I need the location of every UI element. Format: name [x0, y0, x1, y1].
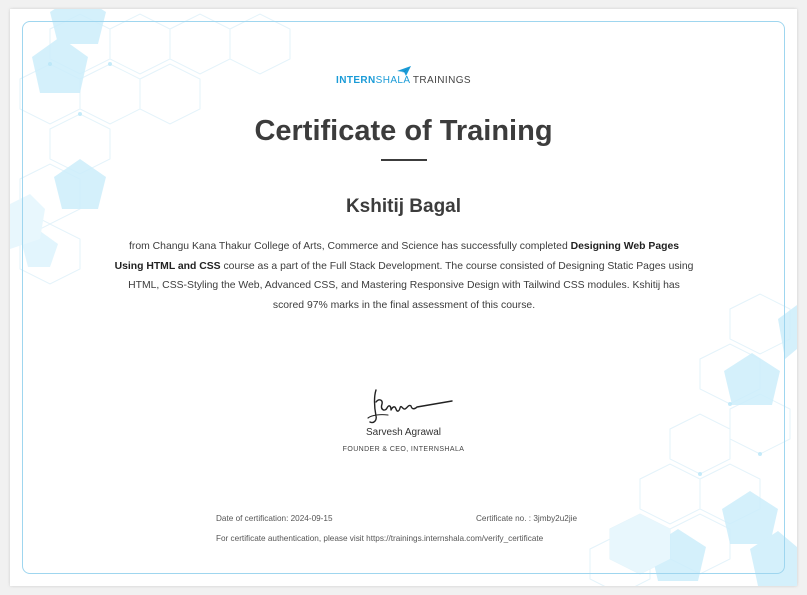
signature-icon	[360, 382, 455, 430]
description-prefix: from Changu Kana Thakur College of Arts, Commerce and Science has successfully completed	[129, 241, 571, 252]
authentication-note: For certificate authentication, please visit https://trainings.internshala.com/verify_certificate	[216, 534, 544, 543]
certificate-description	[114, 237, 694, 315]
logo-shala: SHALA	[375, 75, 410, 86]
recipient-name: Kshitij Bagal	[345, 196, 462, 217]
course-name: Designing Web Pages Using HTML and CSS	[114, 241, 679, 272]
signatory-title: FOUNDER & CEO, INTERNSHALA	[342, 446, 465, 453]
logo-trainings: TRAININGS	[409, 75, 471, 86]
internshala-trainings-logo	[10, 75, 797, 86]
certification-date: Date of certification: 2024-09-15	[216, 514, 333, 523]
description-suffix: course as a part of the Full Stack Development. The course consisted of Designing Static Pages using HTML, CSS-Styling the Web, Advanced CSS, and Mastering Responsive Design with Tailwind CSS modules. Kshitij has scored 97% marks in the final assessment of this course.	[128, 260, 694, 311]
certificate-number: Certificate no. : 3jmby2u2jie	[476, 514, 578, 523]
logo-intern: INTERN	[336, 75, 376, 86]
certificate	[10, 9, 797, 586]
certificate-title: Certificate of Training	[254, 115, 553, 147]
title-underline	[381, 159, 427, 161]
signatory-name: Sarvesh Agrawal	[365, 427, 442, 438]
